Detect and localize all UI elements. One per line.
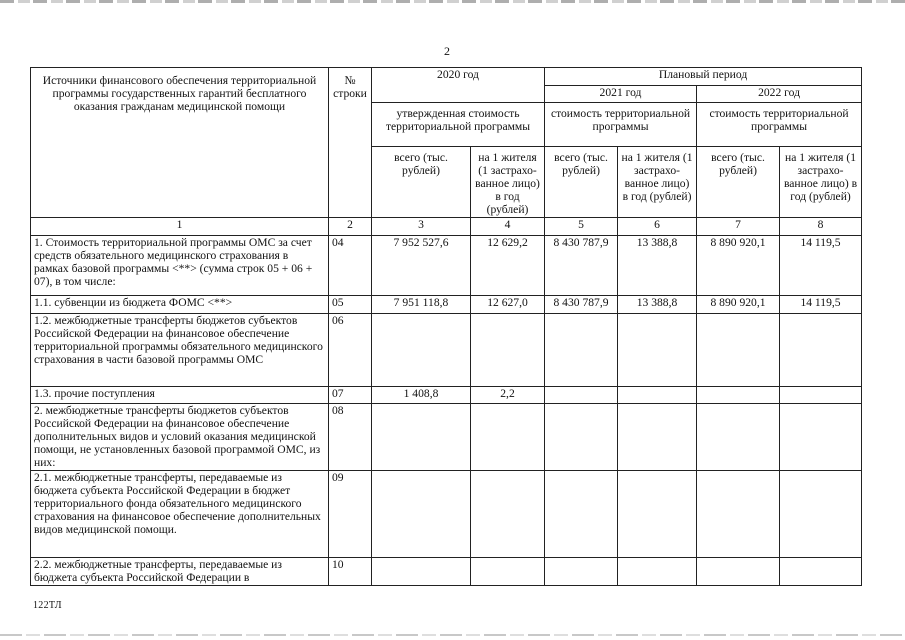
column-number: 8	[780, 218, 862, 236]
cell-value	[697, 387, 780, 404]
row-label: 2.1. межбюджетные трансферты, передаваемые из бюджета субъекта Российской Федерации в бюджет территориального фонда обязательного медицинского страхования на финансовое обеспечение дополнительных видов медицинской помощи.	[31, 471, 329, 558]
cell-value	[471, 314, 545, 387]
footer-document-code: 122ТЛ	[33, 600, 62, 611]
table-row	[31, 558, 862, 586]
header-total-2022: всего (тыс. рублей)	[697, 147, 780, 218]
row-code: 06	[329, 314, 372, 387]
cell-value	[780, 558, 862, 586]
cell-value	[618, 471, 697, 558]
cell-value: 1 408,8	[372, 387, 471, 404]
header-per-resident-2021: на 1 жителя (1 застрахо-ванное лицо) в год (рублей)	[618, 147, 697, 218]
cell-value	[618, 404, 697, 471]
column-number: 7	[697, 218, 780, 236]
header-cost-2021: стоимость территориальной программы	[545, 103, 697, 147]
page-number: 2	[444, 44, 450, 58]
row-label: 1.1. субвенции из бюджета ФОМС <**>	[31, 296, 329, 314]
cell-value	[780, 387, 862, 404]
scan-edge-bottom	[0, 634, 905, 636]
cell-value	[697, 314, 780, 387]
cell-value: 12 629,2	[471, 236, 545, 296]
scan-edge-top	[0, 0, 905, 3]
table-row	[31, 314, 862, 387]
row-code: 09	[329, 471, 372, 558]
column-number: 6	[618, 218, 697, 236]
cell-value	[471, 558, 545, 586]
header-per-resident-2022: на 1 жителя (1 застрахо-ванное лицо) в год (рублей)	[780, 147, 862, 218]
row-code: 07	[329, 387, 372, 404]
column-number: 4	[471, 218, 545, 236]
cell-value	[471, 471, 545, 558]
cell-value	[697, 404, 780, 471]
cell-value: 8 430 787,9	[545, 236, 618, 296]
cell-value: 7 952 527,6	[372, 236, 471, 296]
header-total-2020: всего (тыс. рублей)	[372, 147, 471, 218]
column-number: 2	[329, 218, 372, 236]
cell-value	[372, 558, 471, 586]
cell-value: 7 951 118,8	[372, 296, 471, 314]
column-number: 1	[31, 218, 329, 236]
cell-value: 8 890 920,1	[697, 236, 780, 296]
row-label: 1. Стоимость территориальной программы ОМС за счет средств обязательного медицинского страхования в рамках базовой программы <**> (сумма строк 05 + 06 + 07), в том числе:	[31, 236, 329, 296]
cell-value: 8 890 920,1	[697, 296, 780, 314]
row-code: 05	[329, 296, 372, 314]
cell-value	[780, 314, 862, 387]
cell-value: 8 430 787,9	[545, 296, 618, 314]
cell-value: 13 388,8	[618, 296, 697, 314]
header-per-resident-2020: на 1 жителя (1 застрахо-ванное лицо) в год (рублей)	[471, 147, 545, 218]
row-label: 2.2. межбюджетные трансферты, передаваемые из бюджета субъекта Российской Федерации в	[31, 558, 329, 586]
column-number: 5	[545, 218, 618, 236]
header-year-2021: 2021 год	[545, 86, 697, 103]
table-row	[31, 296, 862, 314]
cell-value	[697, 471, 780, 558]
header-row-number: № строки	[329, 68, 372, 218]
cell-value: 14 119,5	[780, 296, 862, 314]
cell-value	[780, 471, 862, 558]
cell-value	[372, 314, 471, 387]
cell-value: 2,2	[471, 387, 545, 404]
header-approved-cost: утвержденная стоимость территориальной программы	[372, 103, 545, 147]
table-row	[31, 404, 862, 471]
cell-value	[618, 558, 697, 586]
cell-value	[545, 558, 618, 586]
cell-value: 13 388,8	[618, 236, 697, 296]
cell-value	[545, 404, 618, 471]
column-number-row	[31, 218, 862, 236]
header-sources: Источники финансового обеспечения территориальной программы государственных гарантий бесплатного оказания гражданам медицинской помощи	[31, 68, 329, 218]
row-code: 10	[329, 558, 372, 586]
cell-value: 14 119,5	[780, 236, 862, 296]
cell-value	[545, 471, 618, 558]
cell-value	[545, 314, 618, 387]
row-label: 1.2. межбюджетные трансферты бюджетов субъектов Российской Федерации на финансовое обеспечение территориальной программы обязательного медицинского страхования в части базовой программы ОМС	[31, 314, 329, 387]
cell-value: 12 627,0	[471, 296, 545, 314]
table-row	[31, 471, 862, 558]
cell-value	[780, 404, 862, 471]
cell-value	[372, 471, 471, 558]
row-code: 04	[329, 236, 372, 296]
cell-value	[618, 387, 697, 404]
cell-value	[471, 404, 545, 471]
cell-value	[372, 404, 471, 471]
table-row	[31, 236, 862, 296]
header-year-2020: 2020 год	[372, 68, 545, 103]
row-label: 1.3. прочие поступления	[31, 387, 329, 404]
column-number: 3	[372, 218, 471, 236]
financing-table	[30, 67, 862, 586]
header-total-2021: всего (тыс. рублей)	[545, 147, 618, 218]
header-year-2022: 2022 год	[697, 86, 862, 103]
row-code: 08	[329, 404, 372, 471]
cell-value	[697, 558, 780, 586]
table-row	[31, 387, 862, 404]
cell-value	[618, 314, 697, 387]
row-label: 2. межбюджетные трансферты бюджетов субъектов Российской Федерации на финансовое обеспечение дополнительных видов и условий оказания медицинской помощи, не установленных базовой программой ОМС, из них:	[31, 404, 329, 471]
header-planning-period: Плановый период	[545, 68, 862, 86]
header-cost-2022: стоимость территориальной программы	[697, 103, 862, 147]
cell-value	[545, 387, 618, 404]
